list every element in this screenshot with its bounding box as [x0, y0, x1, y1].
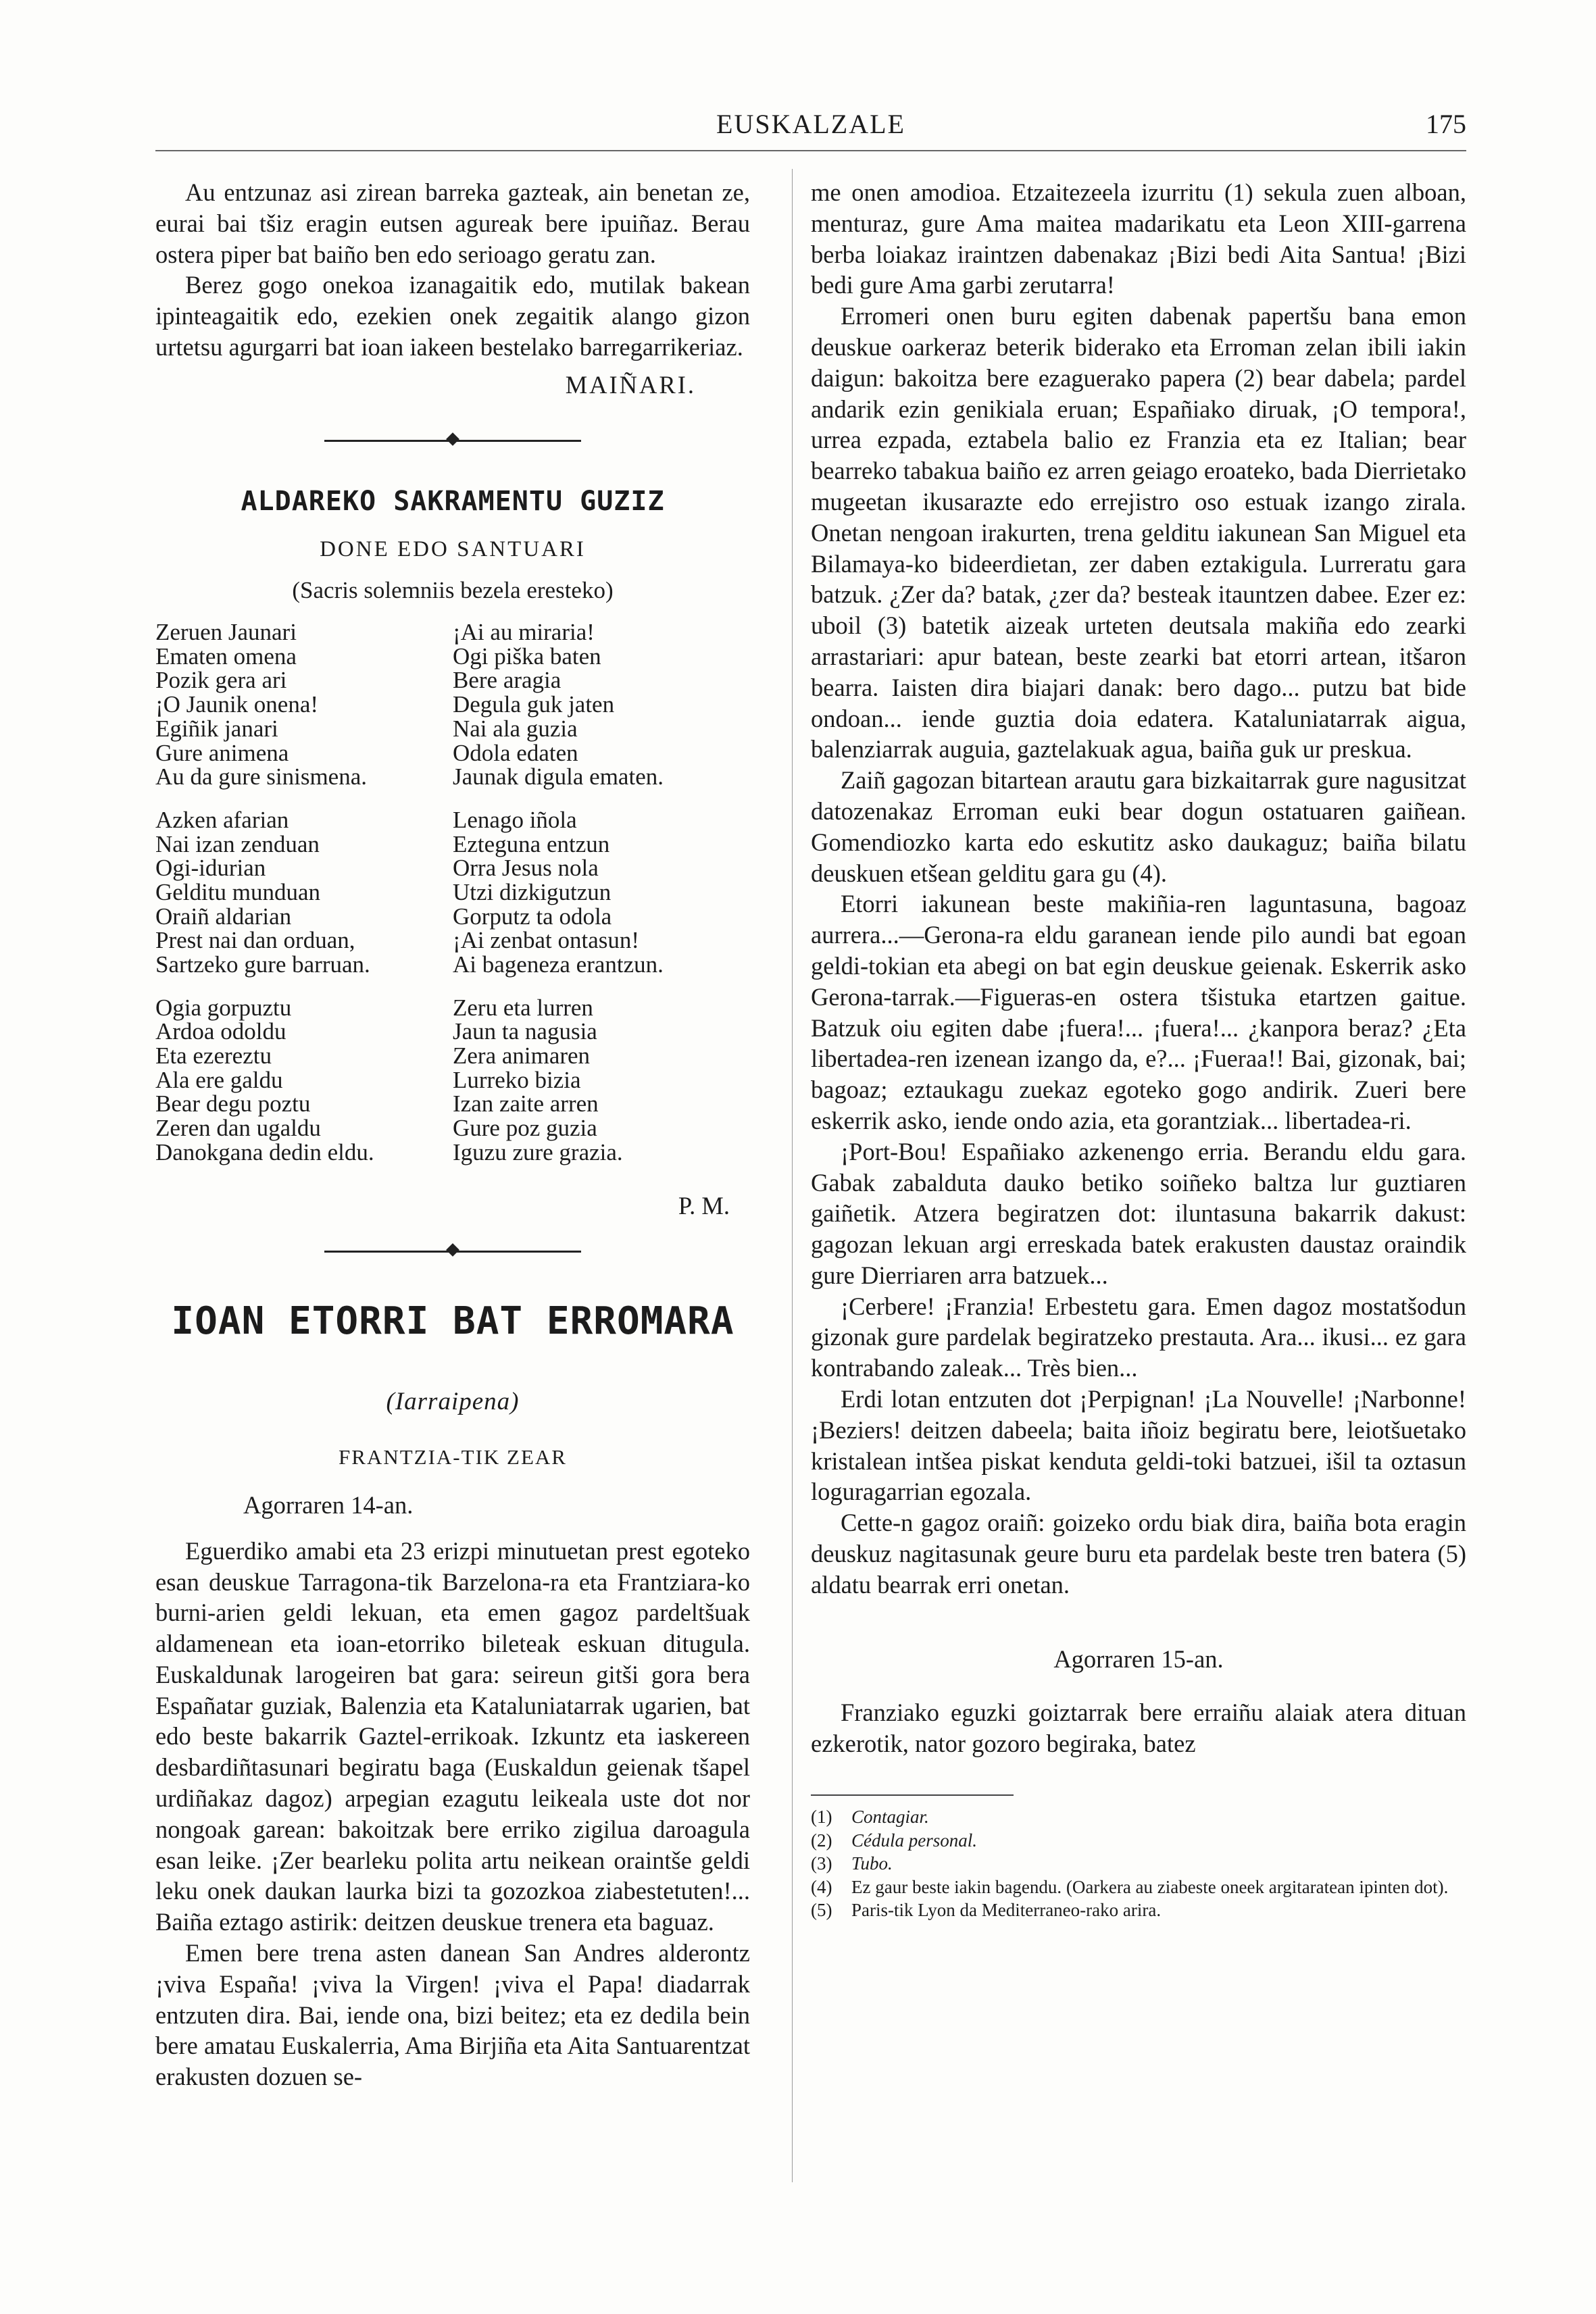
- verse-line: Bere aragia: [453, 667, 562, 694]
- left-column: [155, 177, 750, 2092]
- footnote-number: (2): [811, 1830, 832, 1851]
- separator-ornament: [324, 430, 581, 451]
- signature: MAIÑARI.: [565, 370, 696, 399]
- verse-line: Zeren dan ugaldu: [155, 1115, 321, 1142]
- footnote-number: (3): [811, 1853, 832, 1874]
- verse-line: Bear degu poztu: [155, 1090, 311, 1117]
- verse-line: Ai bageneza erantzun.: [453, 951, 664, 978]
- paragraph: Emen bere trena asten danean San Andres alderontz ¡viva España! ¡viva la Virgen! ¡viva el Papa! diadarrak entzuten dira. Bai, iende ona, bizi beitez; eta ez dedila bein bere amatau Euskalerria, Ama Birjiña eta Aita Santuarentzat erakusten dozuen se-: [155, 1939, 750, 2091]
- stanza: [155, 620, 453, 789]
- poem-subtitle: DONE EDO SANTUARI: [320, 536, 586, 561]
- poem-title: ALDAREKO SAKRAMENTU GUZIZ: [241, 485, 665, 517]
- verse-line: Gure animena: [155, 739, 289, 766]
- verse-line: Pozik gera ari: [155, 667, 287, 694]
- paragraph: ¡Port-Bou! Españiako azkenengo erria. Berandu eldu gara. Gabak zabalduta dauko betiko soiñeko baltza lur guztiaren gaiñetik. Atzera begiratzen dot: iluntasuna bakarrik dakust: gagozan lekuan argi erreskada batek erakusten daustaz oraindik gure Dierriaren arra batzuek...: [811, 1137, 1466, 1289]
- verse-line: Zera animaren: [453, 1042, 591, 1070]
- verse-line: Gelditu munduan: [155, 878, 320, 905]
- section-heading: FRANTZIA-TIK ZEAR: [339, 1445, 567, 1469]
- verse-line: Nai ala guzia: [453, 715, 578, 742]
- verse-line: Gure poz guzia: [453, 1115, 597, 1142]
- verse-line: ¡O Jaunik onena!: [155, 691, 319, 718]
- paragraph: Franziako eguzki goiztarrak bere erraiñu alaiak atera dituan ezkerotik, nator gozoro begiraka, batez: [811, 1699, 1466, 1758]
- verse-line: Iguzu zure grazia.: [453, 1138, 623, 1165]
- footnote-text: Contagiar.: [851, 1807, 929, 1828]
- paragraph: Berez gogo onekoa izanagaitik edo, mutilak bakean ipinteagaitik edo, ezekien onek zegaitik alango gizon urtetsu agurgarri bat ioan iakeen bestelako barregarrikeriaz.: [155, 271, 750, 361]
- verse-line: Ogia gorpuztu: [155, 994, 292, 1021]
- verse-line: Jaun ta nagusia: [453, 1018, 597, 1045]
- verse-line: Degula guk jaten: [453, 691, 615, 718]
- poem-column-left: [155, 620, 453, 1183]
- stanza: [155, 808, 453, 977]
- footnote-text: Paris-tik Lyon da Mediterraneo-rako arira.: [851, 1900, 1162, 1921]
- poem-column-right: [453, 620, 750, 1183]
- verse-line: Orra Jesus nola: [453, 855, 599, 882]
- verse-line: Ezteguna entzun: [453, 830, 610, 857]
- verse-line: Ematen omena: [155, 643, 297, 670]
- paragraph: Au entzunaz asi zirean barreka gazteak, ain benetan ze, eurai bai tšiz eragin eutsen agureak bere ipuiñaz. Berau ostera piper bat baiño ben edo serioago geratu zan.: [155, 178, 750, 268]
- verse-line: Odola edaten: [453, 739, 578, 766]
- paragraph: Erdi lotan entzuten dot ¡Perpignan! ¡La Nouvelle! ¡Narbonne! ¡Beziers! deitzen dabeela; baita iñoiz begiratu bere, leiotšuetako kristalean intšea piskat kenduta geldi-toki batzuei, išil ta oztasun loguragarrian egozala.: [811, 1385, 1466, 1506]
- footnote-number: (1): [811, 1807, 832, 1828]
- paragraph: me onen amodioa. Etzaitezeela izurritu (1) sekula zuen alboan, menturaz, gure Ama maitea madarikatu eta Leon XIII-garrena berba loiakaz iraintzen dabenakaz ¡Bizi bedi Aita Santua! ¡Bizi bedi gure Ama garbi zerutarra!: [811, 178, 1466, 299]
- running-title: EUSKALZALE: [716, 109, 905, 139]
- footnote-number: (4): [811, 1876, 832, 1897]
- stanza: [453, 808, 750, 977]
- footnote: [811, 1829, 1466, 1853]
- paragraph: Zaiñ gagozan bitartean arautu gara bizkaitarrak gure nagusitzat datozenakaz Erroman euki bear dogun ostatuaren gaiñean. Gomendiozko karta edo eskutitz asko daukaguz; baiña bilatu deuskuen etšean gelditu gara gu (4).: [811, 766, 1466, 887]
- date-line: Agorraren 15-an.: [1053, 1644, 1224, 1673]
- verse-line: Danokgana dedin eldu.: [155, 1138, 374, 1165]
- paragraph: Eguerdiko amabi eta 23 erizpi minutuetan prest egoteko esan deuskue Tarragona-tik Barzelona-ra eta Frantziara-ko burni-arien geldi lekuan, eta emen gagoz pardeltšuak aldamenean eta ioan-etorriko bileteak eskuan ditugula. Euskaldunak larogeiren bat gara: seireun gitši gora bera Españatar guziak, Balenzia eta Kataluniatarrak ugarien, bat edo beste bakarrik Gaztel-errikoak. Izkuntz eta iaskereen desbardiñtasunari begiratu baga (Euskaldun geienak tšapel urdiñakaz dagoz) arpegian ezagutu leikeala uste dot nor nongoak garean: bakoitzak bere erriko zigilua daroagula esan leike. ¡Zer bearleku polita artu neikean oraintše geldi leku onek daukan laurka bizi ta gozozkoa ziabestetuten!... Baiña eztago astirik: deitzen deuskue trenera eta baguaz.: [155, 1536, 750, 1936]
- verse-line: Zeru eta lurren: [453, 994, 593, 1021]
- verse-line: Zeruen Jaunari: [155, 619, 297, 646]
- verse-line: Izan zaite arren: [453, 1090, 599, 1117]
- poem: [155, 620, 750, 1183]
- footnote: [811, 1852, 1466, 1876]
- verse-line: Ardoa odoldu: [155, 1018, 286, 1045]
- verse-line: Oraiñ aldarian: [155, 903, 292, 930]
- column-divider: [792, 169, 793, 2182]
- footnote-text: Tubo.: [851, 1853, 893, 1874]
- date-line: Agorraren 14-an.: [243, 1490, 414, 1519]
- stanza: [453, 620, 750, 789]
- verse-line: Sartzeko gure barruan.: [155, 951, 370, 978]
- poem-subtitle-tune: (Sacris solemniis bezela eresteko): [292, 577, 614, 604]
- paragraph: Erromeri onen buru egiten dabenak papertšu bana emon deuskue oarkeraz beterik biderako eta Erroman zelan ibili iakin daigun: bakoitza bere ezaguerako papera (2) bear dabela; pardel andarik ezin genikiala eruan; Españiako diruak, ¡O tempora!, urrea ezpada, eztabela balio ez Franzia eta ez Italian; bear bearreko tabakua baiño ez arren geiago eroateko, bada Dierrietako mugeetan ikusarazte edo errejistro oso estuak izango zirala. Onetan nengoan irakurten, trena gelditu iakunean San Miguel eta Bilamaya-ko bideerdietan, zer daben eztakigula. Lurreratu gara batzuk. ¿Zer da? batak, ¿zer da? besteak itauntzen dabee. Ezer ez: uboil (3) batetik aizeak urteten deutsala makiña edo zearki arrastariari: apur batean, beste zearki bat etorri artean, itšaron bearra. Iaisten dira biajari danak: bero dago... putzu bat bide ondoan... iende guztia doia edatera. Kataluniatarrak aigua, balenziarrak auguia, gaztelakuak agua, baiña guk ur preskua.: [811, 302, 1466, 763]
- verse-line: Prest nai dan orduan,: [155, 927, 355, 954]
- article-title: IOAN ETORRI BAT ERROMARA: [171, 1299, 734, 1344]
- stanza: [155, 996, 453, 1165]
- footnote: [811, 1876, 1466, 1899]
- paragraph: Cette-n gagoz oraiñ: goizeko ordu biak dira, baiña bota eragin deuskuz nagitasunak geure buru eta pardelak beste tren batera (5) aldatu bearrak erri onetan.: [811, 1509, 1466, 1599]
- page-number: 175: [1426, 109, 1466, 139]
- verse-line: Azken afarian: [155, 806, 289, 833]
- verse-line: Egiñik janari: [155, 715, 278, 742]
- signature: P. M.: [678, 1191, 730, 1219]
- verse-line: Utzi dizkigutzun: [453, 878, 612, 905]
- verse-line: Ogi piška baten: [453, 643, 601, 670]
- footnotes: [811, 1805, 1466, 1922]
- verse-line: Ogi-idurian: [155, 855, 266, 882]
- verse-line: ¡Ai zenbat ontasun!: [453, 927, 640, 954]
- page-header: [155, 108, 1466, 149]
- verse-line: Jaunak digula ematen.: [453, 763, 664, 790]
- footnote: [811, 1805, 1466, 1829]
- footnote-number: (5): [811, 1900, 832, 1921]
- footnote: [811, 1898, 1466, 1922]
- article-subtitle: (Iarraipena): [386, 1387, 520, 1415]
- footnote-rule: [811, 1794, 1014, 1796]
- verse-line: Lenago iñola: [453, 806, 577, 833]
- footnote-text: Cédula personal.: [851, 1830, 977, 1851]
- verse-line: Eta ezereztu: [155, 1042, 272, 1070]
- paragraph: Etorri iakunean beste makiñia-ren laguntasuna, bagoaz aurrera...—Gerona-ra eldu garanean iende pilo aundi bat egoan geldi-tokian eta abegi on bat egin deuskue geienak. Eskerrik asko Gerona-tarrak.—Figueras-en ostera tšistuka etartzen gaitue. Batzuk oiu egiten dabe ¡fuera!... ¡fuera!... ¿kanpora beraz? ¿Eta libertadea-ren izenean izango da, e?... ¡Fueraa!! Bai, gizonak, bai; bagoaz; eztaukagu zuekaz egoteko gogo andirik. Zueri bere eskerrik asko, iende ondo azia, eta gorantziak... libertadea-ri.: [811, 890, 1466, 1134]
- verse-line: ¡Ai au miraria!: [453, 619, 595, 646]
- header-rule: [155, 150, 1466, 151]
- stanza: [453, 996, 750, 1165]
- verse-line: Ala ere galdu: [155, 1066, 283, 1093]
- verse-line: Gorputz ta odola: [453, 903, 612, 930]
- footnote-text: Ez gaur beste iakin bagendu. (Oarkera au ziabeste oneek argitaratean ipinten dot).: [851, 1876, 1449, 1897]
- separator-ornament: [324, 1241, 581, 1261]
- verse-line: Nai izan zenduan: [155, 830, 320, 857]
- right-column: [811, 177, 1466, 1922]
- verse-line: Lurreko bizia: [453, 1066, 581, 1093]
- verse-line: Au da gure sinismena.: [155, 763, 367, 790]
- paragraph: ¡Cerbere! ¡Franzia! Erbestetu gara. Emen dagoz mostatšodun gizonak gure pardelak begiratzeko prestauta. Ara... ikusi... ez gara kontrabando zaleak... Très bien...: [811, 1292, 1466, 1382]
